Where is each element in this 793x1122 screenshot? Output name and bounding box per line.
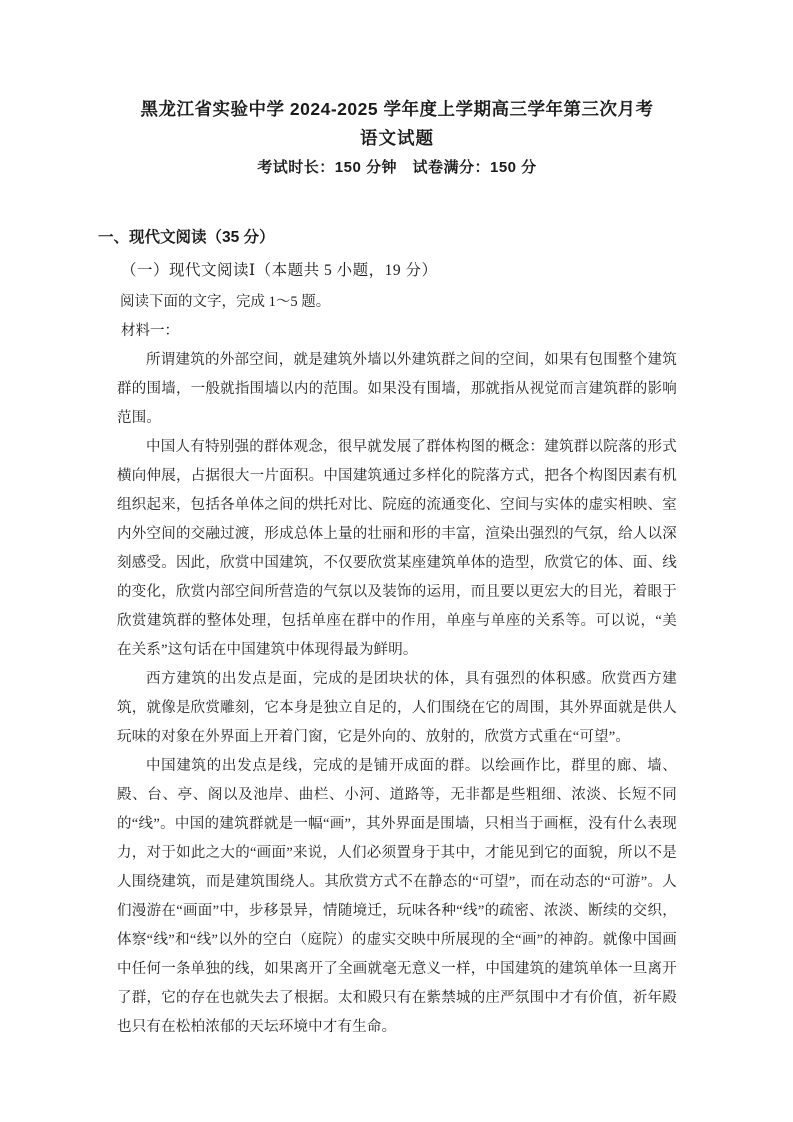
- material-paragraph: 中国建筑的出发点是线，完成的是铺开成面的群。以绘画作比，群里的廊、墙、殿、台、亭、阁以及池岸、曲栏、小河、道路等，无非都是些粗细、浓淡、长短不同的“线”。中国的建筑群就是一幅“画”，其外界面是围墙，只相当于画框，没有什么表现力，对于如此之大的“画面”来说，人们必须置身于其中，才能见到它的面貌，所以不是人围绕建筑，而是建筑围绕人。其欣赏方式不在静态的“可望”，而在动态的“可游”。人们漫游在“画面”中，步移景异，情随境迁，玩味各种“线”的疏密、浓淡、断续的交织，体察“线”和“线”以外的空白（庭院）的虚实交映中所展现的全“画”的神韵。就像中国画中任何一条单独的线，如果离开了全画就毫无意义一样，中国建筑的建筑单体一旦离开了群，它的存在也就失去了根据。太和殿只有在紫禁城的庄严氛围中才有价值，祈年殿也只有在松柏浓郁的天坛环境中才有生命。: [117, 758, 677, 1035]
- material-paragraph: 西方建筑的出发点是面，完成的是团块状的体，具有强烈的体积感。欣赏西方建筑，就像是欣赏雕刻，它本身是独立自足的，人们围绕在它的周围，其外界面就是供人玩味的对象在外界面上开着门窗，它是外向的、放射的，欣赏方式重在“可望”。: [117, 671, 677, 745]
- material-paragraph: 所谓建筑的外部空间，就是建筑外墙以外建筑群之间的空间，如果有包围整个建筑群的围墙，一般就指围墙以内的范围。如果没有围墙，那就指从视觉而言建筑群的影响范围。: [117, 352, 677, 426]
- reading-instruction: 阅读下面的文字，完成 1～5 题。: [120, 294, 331, 310]
- exam-title: 黑龙江省实验中学 2024-2025 学年度上学期高三学年第三次月考: [140, 99, 654, 119]
- material-one-label: 材料一：: [121, 323, 179, 339]
- exam-subject-title: 语文试题: [360, 128, 434, 148]
- doc-header: [117, 96, 677, 183]
- subsection-heading-reading-one: （一）现代文阅读Ⅰ（本题共 5 小题，19 分）: [121, 262, 438, 279]
- material-paragraph: 中国人有特别强的群体观念，很早就发展了群体构图的概念：建筑群以院落的形式横向伸展，占据很大一片面积。中国建筑通过多样化的院落方式，把各个构图因素有机组织起来，包括各单体之间的烘托对比、院庭的流通变化、空间与实体的虚实相映、室内外空间的交融过渡，形成总体上量的壮丽和形的丰富，渲染出强烈的气氛，给人以深刻感受。因此，欣赏中国建筑，不仅要欣赏某座建筑单体的造型，欣赏它的体、面、线的变化，欣赏内部空间所营造的气氛以及装饰的运用，而且要以更宏大的目光，着眼于欣赏建筑群的整体处理，包括单座在群中的作用，单座与单座的关系等。可以说，“美在关系”这句话在中国建筑中体现得最为鲜明。: [117, 439, 677, 658]
- material-one-body: [117, 346, 677, 1042]
- section-heading-modern-reading: 一、现代文阅读（35 分）: [98, 229, 275, 246]
- exam-duration-and-score: 考试时长：150 分钟 试卷满分：150 分: [257, 159, 537, 176]
